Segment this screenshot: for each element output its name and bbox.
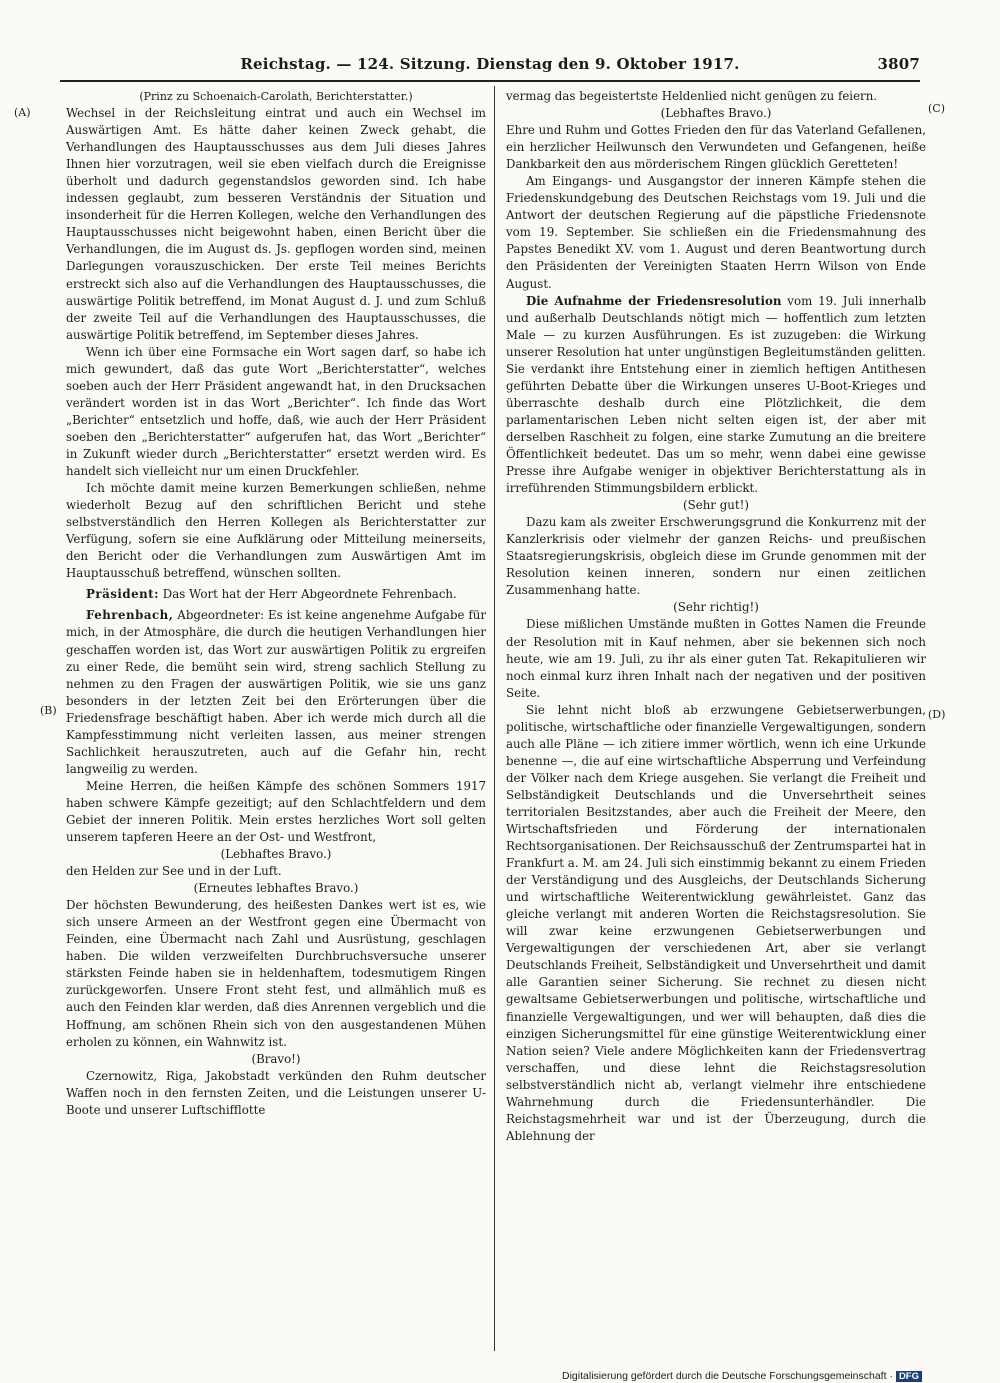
digitization-credit (562, 1370, 922, 1382)
speaker-name: Präsident: (86, 587, 159, 602)
speaker-name: Fehrenbach, (86, 608, 174, 623)
paragraph: den Helden zur See und in der Luft. (66, 864, 282, 879)
left-column (66, 88, 486, 1350)
interjection: (Sehr richtig!) (673, 600, 759, 615)
page-number: 3807 (877, 55, 920, 73)
speech-text: Das Wort hat der Herr Abgeordnete Fehrenbach. (162, 587, 457, 602)
interjection: (Lebhaftes Bravo.) (220, 847, 332, 862)
margin-marker-d: (D) (928, 708, 946, 721)
column-divider (494, 86, 495, 1351)
paragraph: Sie lehnt nicht bloß ab erzwungene Gebietserwerbungen, politische, wirtschaftliche oder finanzielle Vergewaltigungen, sondern auch alle Pläne — ich zitiere immer wörtlich, wenn ich eine Urkunde benenne —, die auf eine wirtschaftliche Absperrung und Verfeindung der Völker nach dem Kriege ausgehen. Sie verlangt die Freiheit und Selbständigkeit Deutschlands und die Unversehrtheit seines territorialen Besitzstandes, aber auch die Freiheit der Meere, den Wirtschaftsfrieden und Förderung der internationalen Rechtsorganisationen. Der Reichsausschuß der Zentrumspartei hat in Frankfurt a. M. am 24. Juli sich einstimmig bekannt zu einem Frieden der Verständigung und des Ausgleichs, der Deutschlands Sicherung und wirtschaftliche Weiterentwicklung gewährleistet. Ganz das gleiche verlangt mit anderen Worten die Reichstagsresolution. Sie will zwar keine erzwungenen Gebietserwerbungen und Vergewaltigungen der verschiedenen Art, aber sie verlangt Deutschlands Freiheit, Selbständigkeit und Unversehrtheit und damit alle Garantien seiner Sicherung. Sie rechnet zu diesen nicht gewaltsame Gebietserwerbungen und politische, wirtschaftliche und finanzielle Vergewaltigungen, und wer will behaupten, daß dies die einzigen Sicherungsmittel für eine günstige Weiterentwicklung einer Nation seien? Viele andere Möglichkeiten kann der Friedensvertrag verschaffen, und diese lehnt die Reichstagsresolution selbstverständlich nicht ab, verlangt vielmehr ihre entschiedene Wahrnehmung durch die Friedensunterhändler. Die Reichstagsmehrheit war und ist der Überzeugung, durch die Ablehnung der (506, 702, 926, 1143)
speaker-note: (Prinz zu Schoenaich-Carolath, Berichterstatter.) (139, 90, 413, 103)
emphasis: Die Aufnahme der Friedensresolution (526, 293, 782, 308)
paragraph: Ehre und Ruhm und Gottes Frieden den für das Vaterland Gefallenen, ein herzlicher Heilwunsch den Verwundeten und Gefangenen, heiße Dankbarkeit den aus mörderischem Ringen glücklich Geretteten! (506, 123, 926, 172)
interjection: (Bravo!) (251, 1051, 301, 1066)
margin-marker-c: (C) (928, 102, 945, 115)
margin-marker-a: (A) (14, 106, 31, 119)
paragraph: Am Eingangs- und Ausgangstor der inneren Kämpfe stehen die Friedenskundgebung des Deutschen Reichstags vom 19. Juli und die Antwort der deutschen Regierung auf die päpstliche Friedensnote vom 19. September. Sie schließen ein die Friedensmahnung des Papstes Benedikt XV. vom 1. August und deren Beantwortung durch den Präsidenten der Vereinigten Staaten Herrn Wilson von Ende August. (506, 174, 926, 291)
dfg-logo: DFG (896, 1371, 922, 1382)
paragraph: Ich möchte damit meine kurzen Bemerkungen schließen, nehme wiederholt Bezug auf den schriftlichen Bericht und stehe selbstverständlich den Herren Kollegen als Berichterstatter zur Verfügung, sofern sie eine Aufklärung oder Mitteilung meinerseits, den Bericht oder die Verhandlungen zum Auswärtigen Amt im Hauptausschuß betreffend, wünschen sollten. (66, 481, 486, 581)
paragraph: Czernowitz, Riga, Jakobstadt verkünden den Ruhm deutscher Waffen noch in den fernsten Zeiten, und die Leistungen unserer U-Boote und unserer Luftschifflotte (66, 1068, 486, 1117)
running-title: Reichstag. — 124. Sitzung. Dienstag den 9. Oktober 1917. (240, 55, 740, 73)
credit-text: Digitalisierung gefördert durch die Deutsche Forschungsgemeinschaft · (562, 1370, 893, 1382)
interjection: (Erneutes lebhaftes Bravo.) (193, 881, 359, 896)
speech-text: Abgeordneter: Es ist keine angenehme Aufgabe für mich, in der Atmosphäre, die durch die heutigen Verhandlungen hier geschaffen worden ist, das Wort zur auswärtigen Politik zu ergreifen zu einer Rede, die bemüht sein wird, streng sachlich Stellung zu nehmen zu den Fragen der auswärtigen Politik, wie sie uns ganz besonders in der letzten Zeit bei den Erörterungen über die Friedensfrage beschäftigt haben. Aber ich werde mich durch all die Kampfesstimmung nicht verleiten lassen, aus meiner strengen Sachlichkeit herauszutreten, auch auf die Gefahr hin, recht langweilig zu werden. (66, 608, 486, 776)
paragraph-friedensresolution (506, 293, 926, 498)
paragraph: Diese mißlichen Umstände mußten in Gottes Namen die Freunde der Resolution mit in Kauf nehmen, aber sie bekennen sich noch heute, wie am 19. Juli, zu ihr als einer guten Tat. Rekapitulieren wir noch einmal kurz ihren Inhalt nach der negativen und der positiven Seite. (506, 617, 926, 700)
right-column (506, 88, 926, 1350)
paragraph: Dazu kam als zweiter Erschwerungsgrund die Konkurrenz mit der Kanzlerkrisis oder vielmehr der ganzen Reichs- und preußischen Staatsregierungskrisis, obgleich diese im Grunde genommen mit der Resolution keinen inneren, sondern nur einen zeitlichen Zusammenhang hatte. (506, 515, 926, 598)
interjection: (Sehr gut!) (683, 498, 749, 513)
paragraph: Wenn ich über eine Formsache ein Wort sagen darf, so habe ich mich gewundert, daß das gute Wort „Berichterstatter“, welches soeben auch der Herr Präsident angewandt hat, in den Drucksachen verändert worden ist in das Wort „Berichter“. Ich finde das Wort „Berichter“ entsetzlich und hoffe, daß, wie auch der Herr Präsident soeben den „Berichterstatter“ aufgerufen hat, das Wort „Berichter“ in Zukunft wieder durch „Berichterstatter“ ersetzt werden wird. Es handelt sich vielleicht nur um einen Druckfehler. (66, 344, 486, 479)
paragraph-text: vom 19. Juli innerhalb und außerhalb Deutschlands nötigt mich — hoffentlich zum letzten Male — zu kurzen Ausführungen. Es ist zuzugeben: die Wirkung unserer Resolution hat unter ungünstigen Begleitumständen gelitten. Sie verdankt ihre Entstehung einer in ziemlich heftigen Antithesen geführten Debatte über die Wirkungen unseres U-Boot-Krieges und überraschte deshalb durch eine Plötzlichkeit, die dem parlamentarischen Leben nicht selten eigen ist, der aber mit derselben Raschheit zu folgen, eine starke Zumutung an die breitere Öffentlichkeit bedeutet. Das um so mehr, wenn dabei eine gewisse Presse ihre Aufgabe weniger in objektiver Berichterstattung als in irreführenden Stimmungsbildern erblickt. (506, 293, 926, 496)
speech-start-fehrenbach (66, 607, 486, 777)
paragraph: Wechsel in der Reichsleitung eintrat und auch ein Wechsel im Auswärtigen Amt. Es hätte daher keinen Zweck gehabt, die Verhandlungen des Hauptausschusses aus dem Juli dieses Jahres Ihnen hier vorzutragen, weil sie eben vielfach durch die Ereignisse überholt und dadurch gegenstandslos geworden sind. Ich habe indessen geglaubt, zum besseren Verständnis der Situation und insonderheit für die Herren Kollegen, welche den Verhandlungen des Hauptausschusses nicht beigewohnt haben, einen Bericht über die Verhandlungen, die im August ds. Js. gepflogen worden sind, meinen Darlegungen vorauszuschicken. Der erste Teil meines Berichts erstreckt sich also auf die Verhandlungen des Hauptausschusses, die auswärtige Politik betreffend, im Monat August d. J. und zum Schluß der zweite Teil auf die Verhandlungen des Hauptausschusses, die auswärtige Politik betreffend, im September dieses Jahres. (66, 106, 486, 342)
paragraph: Meine Herren, die heißen Kämpfe des schönen Sommers 1917 haben schwere Kämpfe gezeitigt; auf den Schlachtfeldern und dem Gebiet der inneren Politik. Mein erstes herzliches Wort soll gelten unserem tapferen Heere an der Ost- und Westfront, (66, 778, 486, 845)
paragraph: Der höchsten Bewunderung, des heißesten Dankes wert ist es, wie sich unsere Armeen an der Westfront gegen eine Übermacht von Feinden, eine Übermacht nach Zahl und Ausrüstung, geschlagen haben. Die wilden verzweifelten Durchbruchsversuche unserer stärksten Feinde haben sie in heldenhaftem, todesmutigem Ringen zurückgeworfen. Unsere Front steht fest, und allmählich muß es auch den Feinden klar werden, daß dies Anrennen vergeblich und die Hoffnung, am schönen Rhein sich von den ausgestandenen Mühen erholen zu können, ein Wahnwitz ist. (66, 898, 486, 1049)
page-header (60, 52, 920, 82)
speech-start-president (66, 586, 486, 603)
paragraph: vermag das begeistertste Heldenlied nicht genügen zu feiern. (506, 89, 878, 103)
interjection: (Lebhaftes Bravo.) (660, 106, 772, 121)
margin-marker-b: (B) (40, 704, 57, 717)
